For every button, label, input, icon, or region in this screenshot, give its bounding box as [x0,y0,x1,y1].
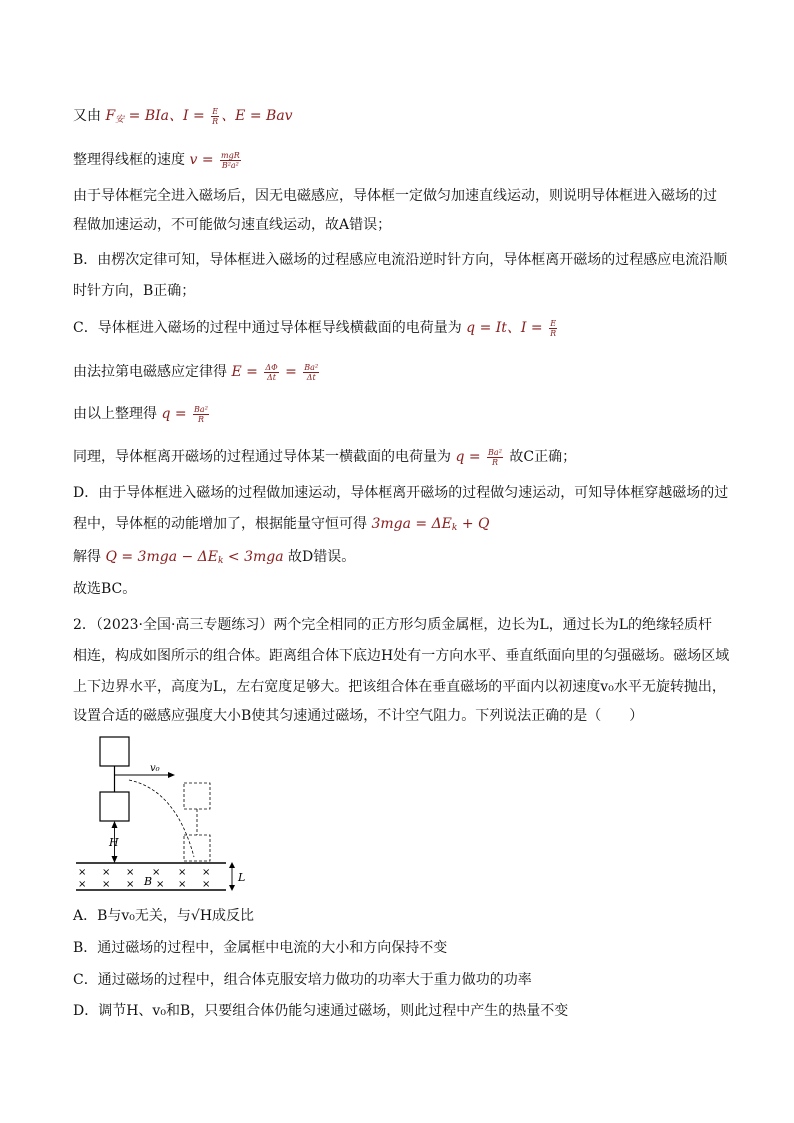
bottom-frame [100,792,129,821]
solution-line-force [73,106,293,130]
l-label: L [238,871,246,884]
svg-text:×: × [78,879,87,890]
svg-text:×: × [202,867,211,878]
arrowhead-icon [229,885,235,891]
question-2-line4: 设置合适的磁感应强度大小B使其匀速通过磁场，不计空气阻力。下列说法正确的是（ ） [73,708,644,724]
velocity-expr: v = [189,152,218,168]
force-expr: $F_安$ = BIa、I = [105,108,210,125]
solution-paragraph-a-cont: 程做加速运动，不可能做匀速直线运动，故A错误； [73,217,392,233]
fraction-e-over-r: $\frac{E}{R}$ [550,318,557,338]
top-frame [100,737,129,766]
option-c: C．通过磁场的过程中，组合体克服安培力做功的功率大于重力做功的功率 [73,972,532,988]
svg-text:×: × [126,867,135,878]
b-label: B [144,875,153,888]
svg-text:×: × [156,879,165,890]
svg-text:×: × [102,879,111,890]
option-a: A．B与v₀无关，与√H成反比 [73,908,255,924]
svg-text:×: × [78,867,87,878]
emf-expr: 、E = Bav [221,108,293,124]
solution-line-faraday: 由法拉第电磁感应定律得 E = $\frac{\Delta\Phi}{\Delta t}$ = $\frac{\text{Ba²}}{\Delta t}$ [73,362,319,382]
solution-line-heat: 解得 $Q = 3mga - \Delta E_k < 3mga$ 故D错误。 [73,549,356,566]
solution-line-velocity [73,150,243,170]
solution-paragraph-b-cont: 时针方向，B正确； [73,283,196,299]
svg-text:×: × [178,879,187,890]
arrowhead-icon [112,856,118,863]
solution-line-charge-exit: 同理，导体框离开磁场的过程通过导体某一横截面的电荷量为 q = $\frac{\text{Ba²}}{R}$ 故C正确； [73,447,577,467]
solution-paragraph-b: B．由楞次定律可知，导体框进入磁场的过程感应电流沿逆时针方向，导体框离开磁场的过程感应电流沿顺 [73,252,728,268]
svg-text:×: × [152,867,161,878]
svg-text:×: × [126,879,135,890]
solution-line-charge: 由以上整理得 q = $\frac{\text{Ba²}}{R}$ [73,404,208,424]
svg-text:×: × [102,867,111,878]
solution-paragraph-a: 由于导体框完全进入磁场后，因无电磁感应，导体框一定做匀加速直线运动，则说明导体框进入磁场的过 [73,188,717,204]
arrowhead-icon [112,821,118,828]
solution-paragraph-c: C．导体框进入磁场的过程中通过导体框导线横截面的电荷量为 q = It、I = $\frac{E}{R}$ [73,318,557,338]
h-label: H [109,836,119,849]
option-d: D．调节H、v₀和B，只要组合体仍能匀速通过磁场，则此过程中产生的热量不变 [73,1003,569,1019]
text: 又由 [73,108,106,124]
fraction-charge-exit: $\frac{\text{Ba²}}{R}$ [488,447,502,467]
arrowhead-icon [229,862,235,868]
svg-text:×: × [178,867,187,878]
fraction-charge: $\frac{\text{Ba²}}{R}$ [194,404,208,424]
question-2-line1: 2．（2023·全国·高三专题练习）两个完全相同的正方形匀质金属框，边长为L，通过长为L的绝缘轻质杆 [73,617,713,633]
solution-paragraph-d-cont: 程中，导体框的动能增加了，根据能量守恒可得 $3mga = \Delta E_k + Q$ [73,516,490,533]
arrowhead-icon [168,772,175,778]
fraction-velocity: $\frac{\text{mgR}}{\text{B²a²}}$ [221,150,240,170]
fraction-ba2-dt: $\frac{\text{Ba²}}{\Delta t}$ [304,362,319,382]
option-b: B．通过磁场的过程中，金属框中电流的大小和方向保持不变 [73,940,448,956]
dashed-top-frame [184,783,210,809]
svg-text:×: × [202,879,211,890]
physics-figure [76,735,248,895]
fraction-e-over-r: $\frac{E}{R}$ [212,106,219,126]
solution-paragraph-d: D．由于导体框进入磁场的过程做加速运动，导体框离开磁场的过程做匀速运动，可知导体框穿越磁场的过 [73,485,729,501]
fraction-flux: $\frac{\Delta\Phi}{\Delta t}$ [265,362,278,382]
question-2-line2: 相连，构成如图所示的组合体。距离组合体下底边H处有一方向水平、垂直纸面向里的匀强磁场。磁场区域 [73,648,730,664]
text: 整理得线框的速度 [73,152,190,168]
answer-line: 故选BC。 [73,581,137,597]
v0-label: v₀ [150,763,160,774]
question-2-line3: 上下边界水平，高度为L，左右宽度足够大。把该组合体在垂直磁场的平面内以初速度v₀水平无旋转抛出， [73,679,726,695]
